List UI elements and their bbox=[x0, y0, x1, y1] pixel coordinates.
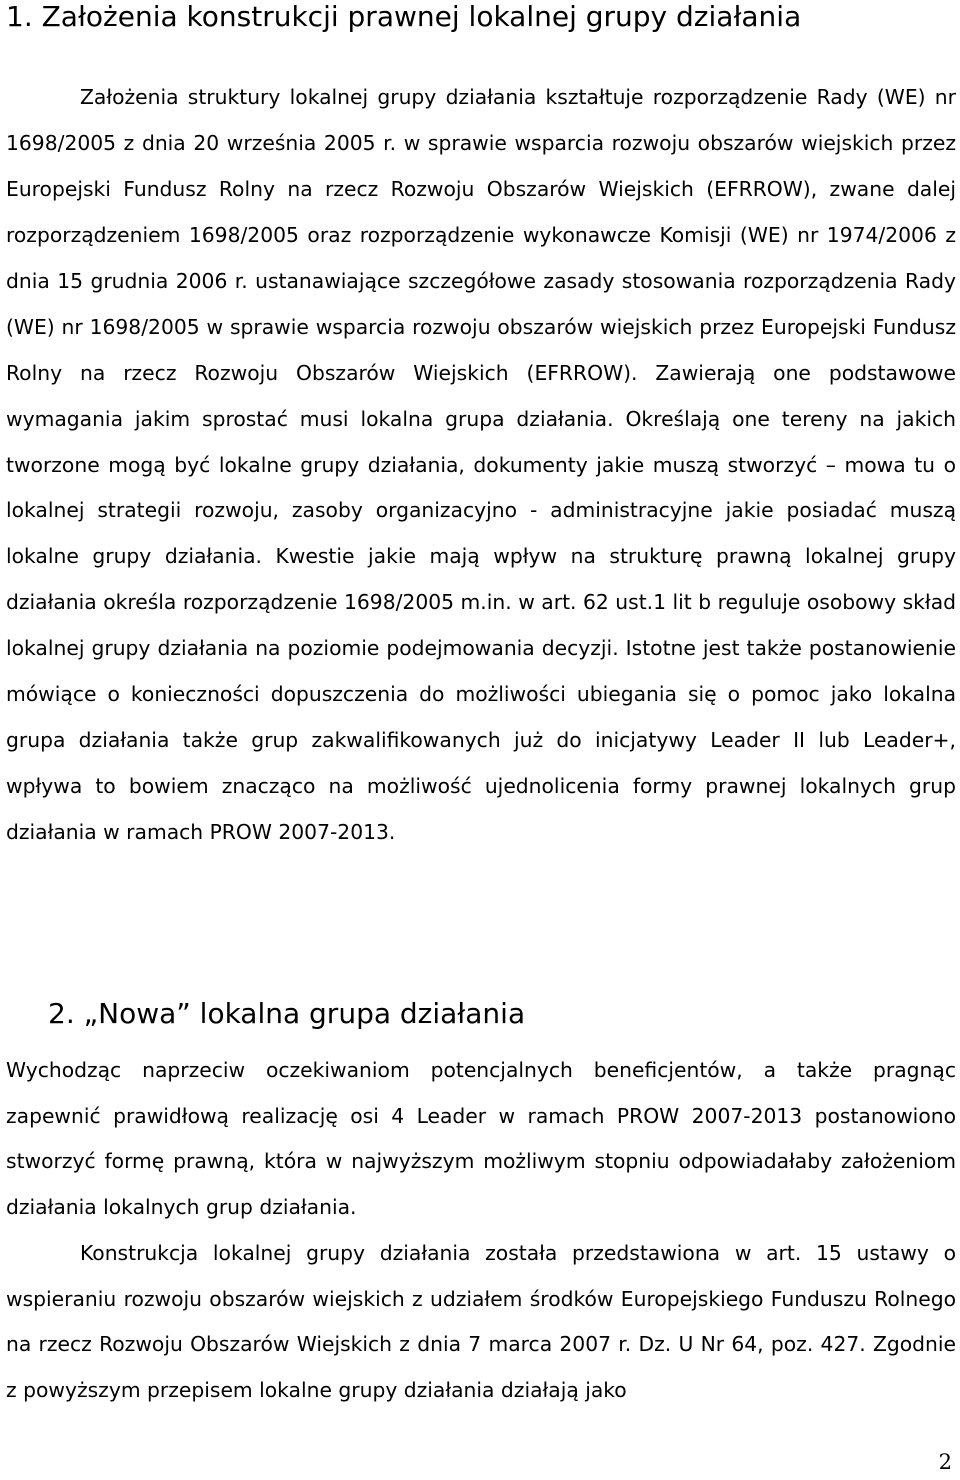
section-2-paragraph-1: Wychodząc naprzeciw oczekiwaniom potencjalnych beneficjentów, a także pragnąc zapewnić prawidłową realizację osi 4 Leader w ramach PROW 2007-2013 postanowiono stworzyć formę prawną, która w najwyższym możliwym stopniu odpowiadałaby założeniom działania lokalnych grup działania. bbox=[6, 1058, 956, 1220]
section-1-heading: 1. Założenia konstrukcji prawnej lokalnej grupy działania bbox=[6, 0, 802, 33]
section-2-heading: 2. „Nowa” lokalna grupa działania bbox=[48, 997, 526, 1030]
section-1-paragraph: Założenia struktury lokalnej grupy działania kształtuje rozporządzenie Rady (WE) nr 1698/2005 z dnia 20 września 2005 r. w sprawie wsparcia rozwoju obszarów wiejskich przez Europejski Fundusz Rolny na rzecz Rozwoju Obszarów Wiejskich (EFRROW), zwane dalej rozporządzeniem 1698/2005 oraz rozporządzenie wykonawcze Komisji (WE) nr 1974/2006 z dnia 15 grudnia 2006 r. ustanawiające szczegółowe zasady stosowania rozporządzenia Rady (WE) nr 1698/2005 w sprawie wsparcia rozwoju obszarów wiejskich przez Europejski Fundusz Rolny na rzecz Rozwoju Obszarów Wiejskich (EFRROW). Zawierają one podstawowe wymagania jakim sprostać musi lokalna grupa działania. Określają one tereny na jakich tworzone mogą być lokalne grupy działania, dokumenty jakie muszą stworzyć – mowa tu o lokalnej strategii rozwoju, zasoby organizacyjno - administracyjne jakie posiadać muszą lokalne grupy działania. Kwestie jakie mają wpływ na strukturę prawną lokalnej grupy działania określa rozporządzenie 1698/2005 m.in. w art. 62 ust.1 lit b reguluje osobowy skład lokalnej grupy działania na poziomie podejmowania decyzji. Istotne jest także postanowienie mówiące o konieczności dopuszczenia do możliwości ubiegania się o pomoc jako lokalna grupa działania także grup zakwalifikowanych już do inicjatywy Leader II lub Leader+, wpływa to bowiem znacząco na możliwość ujednolicenia formy prawnej lokalnych grup działania w ramach PROW 2007-2013. bbox=[6, 85, 956, 844]
section-2-paragraph-2: Konstrukcja lokalnej grupy działania została przedstawiona w art. 15 ustawy o wspieraniu rozwoju obszarów wiejskich z udziałem środków Europejskiego Funduszu Rolnego na rzecz Rozwoju Obszarów Wiejskich z dnia 7 marca 2007 r. Dz. U Nr 64, poz. 427. Zgodnie z powyższym przepisem lokalne grupy działania działają jako bbox=[6, 1241, 956, 1403]
page-number: 2 bbox=[938, 1450, 952, 1474]
